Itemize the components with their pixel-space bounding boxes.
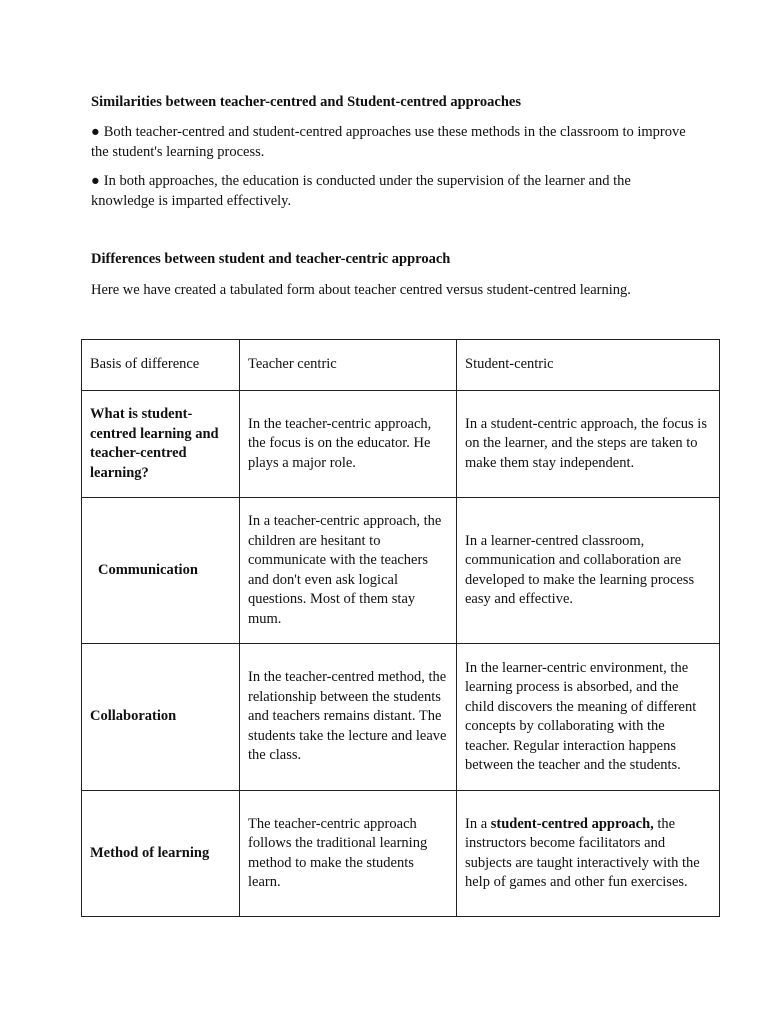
bullet-icon: ● bbox=[91, 124, 100, 140]
differences-intro: Here we have created a tabulated form about teacher centred versus student-centred learning. bbox=[91, 282, 631, 298]
row-label: Method of learning bbox=[82, 791, 240, 917]
similarities-bullet-2 bbox=[91, 171, 691, 211]
header-basis: Basis of difference bbox=[82, 340, 240, 391]
table-header-row bbox=[82, 340, 720, 391]
student-cell: In a learner-centred classroom, communication and collaboration are developed to make the learning process easy and effective. bbox=[457, 498, 720, 644]
bullet-text: Both teacher-centred and student-centred approaches use these methods in the classroom to improve the student's learning process. bbox=[91, 124, 686, 160]
bullet-icon: ● bbox=[91, 173, 100, 189]
similarities-bullet-1 bbox=[91, 122, 691, 162]
header-student-centric: Student-centric bbox=[457, 340, 720, 391]
student-cell bbox=[457, 791, 720, 917]
student-cell-prefix: In a bbox=[465, 815, 491, 832]
student-cell: In the learner-centric environment, the learning process is absorbed, and the child discovers the meaning of different concepts by collaborating with the teacher. Regular interaction happens between the teacher and the students. bbox=[457, 644, 720, 791]
table-row bbox=[82, 391, 720, 498]
bullet-text: In both approaches, the education is conducted under the supervision of the learner and the knowledge is imparted effectively. bbox=[91, 173, 631, 209]
row-label: Collaboration bbox=[82, 644, 240, 791]
similarities-heading: Similarities between teacher-centred and Student-centred approaches bbox=[91, 94, 521, 110]
teacher-cell: In the teacher-centred method, the relationship between the students and teachers remains distant. The students take the lecture and leave the class. bbox=[240, 644, 457, 791]
comparison-table bbox=[81, 339, 720, 917]
teacher-cell: In a teacher-centric approach, the children are hesitant to communicate with the teachers and don't even ask logical questions. Most of them stay mum. bbox=[240, 498, 457, 644]
row-label: What is student-centred learning and teacher-centred learning? bbox=[82, 391, 240, 498]
differences-heading: Differences between student and teacher-centric approach bbox=[91, 251, 451, 267]
teacher-cell: In the teacher-centric approach, the focus is on the educator. He plays a major role. bbox=[240, 391, 457, 498]
header-teacher-centric: Teacher centric bbox=[240, 340, 457, 391]
table-row bbox=[82, 498, 720, 644]
table-row bbox=[82, 644, 720, 791]
student-cell-bold: student-centred approach, bbox=[490, 815, 654, 832]
table-row bbox=[82, 791, 720, 917]
student-cell: In a student-centric approach, the focus is on the learner, and the steps are taken to make them stay independent. bbox=[457, 391, 720, 498]
row-label: Communication bbox=[82, 498, 240, 644]
teacher-cell: The teacher-centric approach follows the traditional learning method to make the students learn. bbox=[240, 791, 457, 917]
student-cell-suffix: the instructors become facilitators and subjects are taught interactively with the help of games and other fun exercises. bbox=[465, 815, 700, 890]
